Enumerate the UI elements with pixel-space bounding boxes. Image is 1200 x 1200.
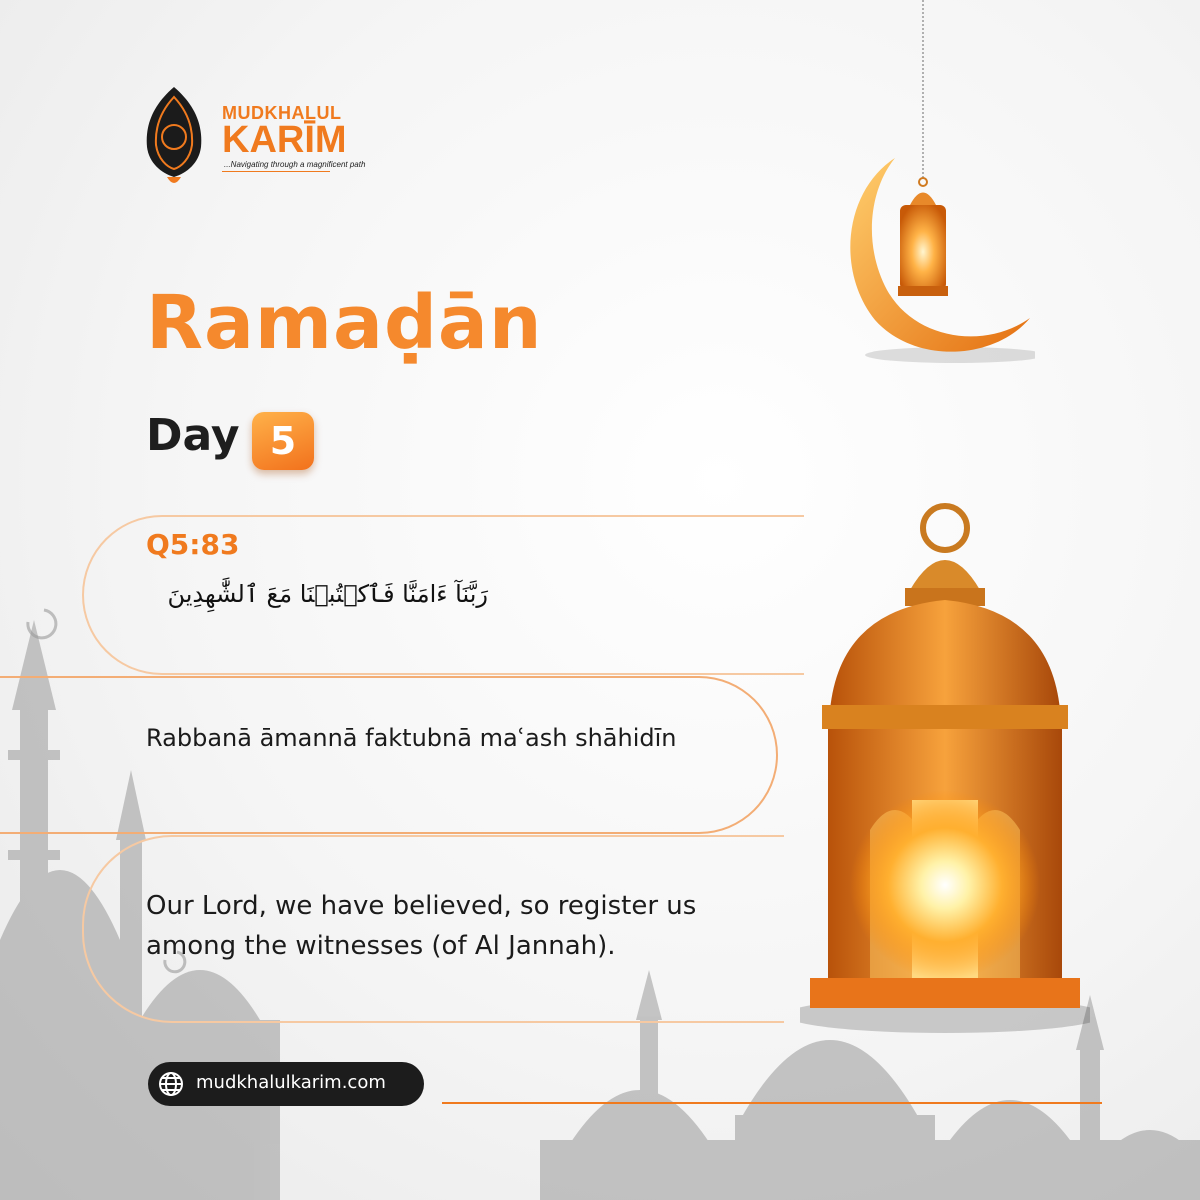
verse-transliteration: Rabbanā āmannā faktubnā maʿash shāhidīn [146, 724, 677, 752]
day-label: Day [146, 410, 240, 461]
brand-emblem-icon [143, 85, 205, 190]
large-lantern-icon [800, 500, 1090, 1040]
footer-divider [442, 1102, 1102, 1104]
day-number-badge: 5 [252, 412, 314, 470]
page-title: Ramaḍān [146, 280, 543, 366]
verse-arabic: رَبَّنَآ ءَامَنَّا فَٱكۡتُبۡنَا مَعَ ٱلشَّٰهِدِينَ [167, 580, 488, 608]
brand-tagline: ...Navigating through a magnificent path [224, 160, 366, 169]
brand-underline [222, 171, 330, 172]
website-link[interactable]: mudkhalulkarim.com [196, 1072, 386, 1093]
globe-icon [158, 1071, 184, 1097]
verse-reference: Q5:83 [146, 528, 240, 561]
brand-name-top: MUDKHALUL [222, 103, 342, 123]
verse-translation: Our Lord, we have believed, so register us among the witnesses (of Al Jannah). [146, 891, 697, 961]
hanging-lantern-icon [888, 0, 958, 300]
brand-name-main: KARĪM [222, 119, 347, 161]
